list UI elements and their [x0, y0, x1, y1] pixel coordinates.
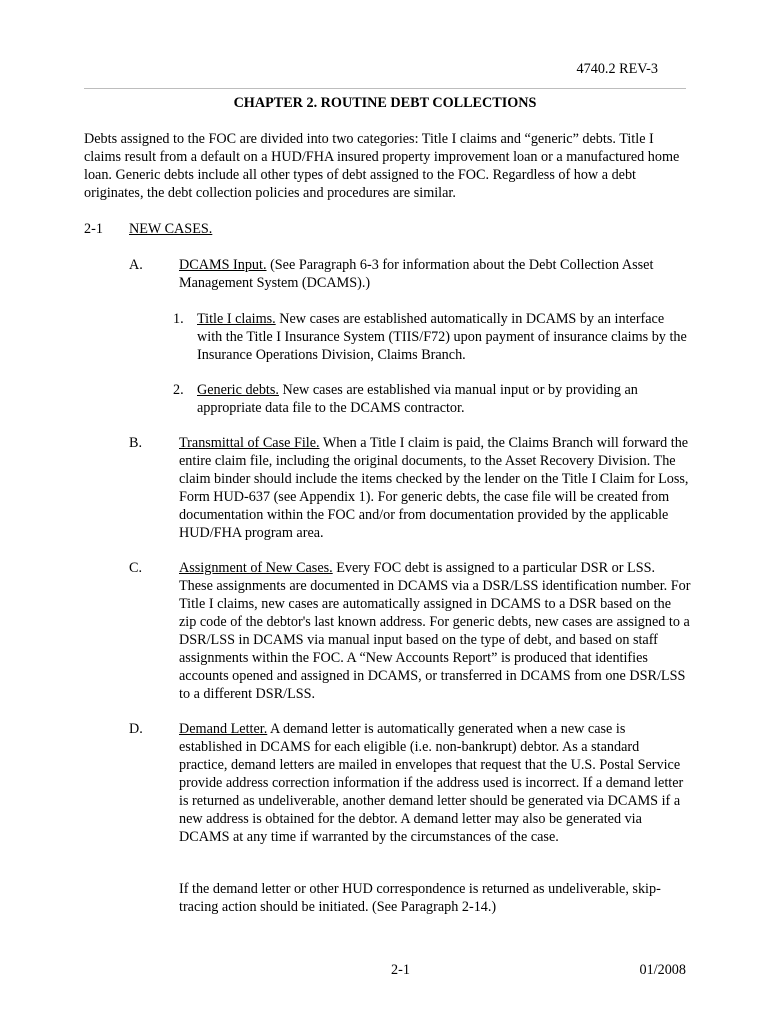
subitem-2-body — [197, 381, 691, 417]
subitem-1-body — [197, 310, 691, 364]
item-d-followup: If the demand letter or other HUD correspondence is returned as undeliverable, skip-tracing action should be initiated. (See Paragraph 2-14.) — [179, 881, 661, 915]
section-number: 2-1 — [84, 221, 103, 237]
subitem-1-text: New cases are established automatically in DCAMS by an interface with the Title I Insurance System (TIIS/F72) upon payment of insurance claims by the Insurance Operations Division, Claims Branch. — [197, 311, 687, 363]
item-b-body — [179, 434, 691, 542]
item-a-heading: DCAMS Input. — [179, 257, 267, 273]
item-c-body — [179, 559, 691, 703]
subitem-2-heading: Generic debts. — [197, 382, 279, 398]
item-b-heading: Transmittal of Case File. — [179, 435, 320, 451]
item-d-heading: Demand Letter. — [179, 721, 268, 737]
section-title: NEW CASES. — [129, 221, 213, 237]
item-a-body — [179, 256, 691, 292]
item-a-text: (See Paragraph 6-3 for information about the Debt Collection Asset Management System (DCAMS).) — [179, 257, 654, 291]
item-d-text: A demand letter is automatically generated when a new case is established in DCAMS for each eligible (i.e. non-bankrupt) debtor. As a standard practice, demand letters are mailed in envelopes that request that the U.S. Postal Service provide address correction information if the address used is incorrect. If a demand letter is returned as undeliverable, another demand letter should be generated via DCAMS if a new address is obtained for the debtor. A demand letter may also be generated via DCAMS at any time if warranted by the circumstances of the case. — [179, 721, 684, 845]
page-number: 2-1 — [391, 962, 410, 978]
subitem-1-heading: Title I claims. — [197, 311, 276, 327]
item-b-text: When a Title I claim is paid, the Claims Branch will forward the entire claim file, including the original documents, to the Asset Recovery Division. The claim binder should include the items checked by the lender on the Title I Claim for Loss, Form HUD-637 (see Appendix 1). For generic debts, the case file will be created from documentation within the FOC and/or from documentation provided by the applicable HUD/FHA program area. — [179, 435, 689, 541]
item-letter-c: C. — [129, 560, 143, 576]
chapter-title: CHAPTER 2. ROUTINE DEBT COLLECTIONS — [233, 95, 537, 111]
document-reference: 4740.2 REV-3 — [576, 61, 658, 77]
subitem-number-1: 1. — [173, 311, 184, 327]
item-d-body — [179, 720, 691, 846]
header-rule — [84, 88, 686, 89]
intro-paragraph: Debts assigned to the FOC are divided into two categories: Title I claims and “generic” debts. Title I claims result from a default on a HUD/FHA insured property improvement loan or a manufactured home loan. Generic debts include all other types of debt assigned to the FOC. Regardless of how a debt originates, the debt collection policies and procedures are similar. — [84, 131, 680, 201]
item-c-text: Every FOC debt is assigned to a particular DSR or LSS. These assignments are documented in DCAMS via a DSR/LSS identification number. For Title I claims, new cases are automatically assigned in DCAMS to a DSR based on the zip code of the debtor's last known address. For generic debts, new cases are assigned to a DSR/LSS in DCAMS via manual input based on the type of debt, and based on staff assignments within the FOC. A “New Accounts Report” is produced that identifies accounts opened and assigned in DCAMS, or transferred in DCAMS from one DSR/LSS to a different DSR/LSS. — [179, 560, 691, 702]
item-letter-d: D. — [129, 721, 143, 737]
subitem-2-text: New cases are established via manual input or by providing an appropriate data file to the DCAMS contractor. — [197, 382, 638, 416]
item-letter-b: B. — [129, 435, 143, 451]
subitem-number-2: 2. — [173, 382, 184, 398]
revision-date: 01/2008 — [639, 962, 686, 978]
item-letter-a: A. — [129, 257, 143, 273]
item-c-heading: Assignment of New Cases. — [179, 560, 333, 576]
